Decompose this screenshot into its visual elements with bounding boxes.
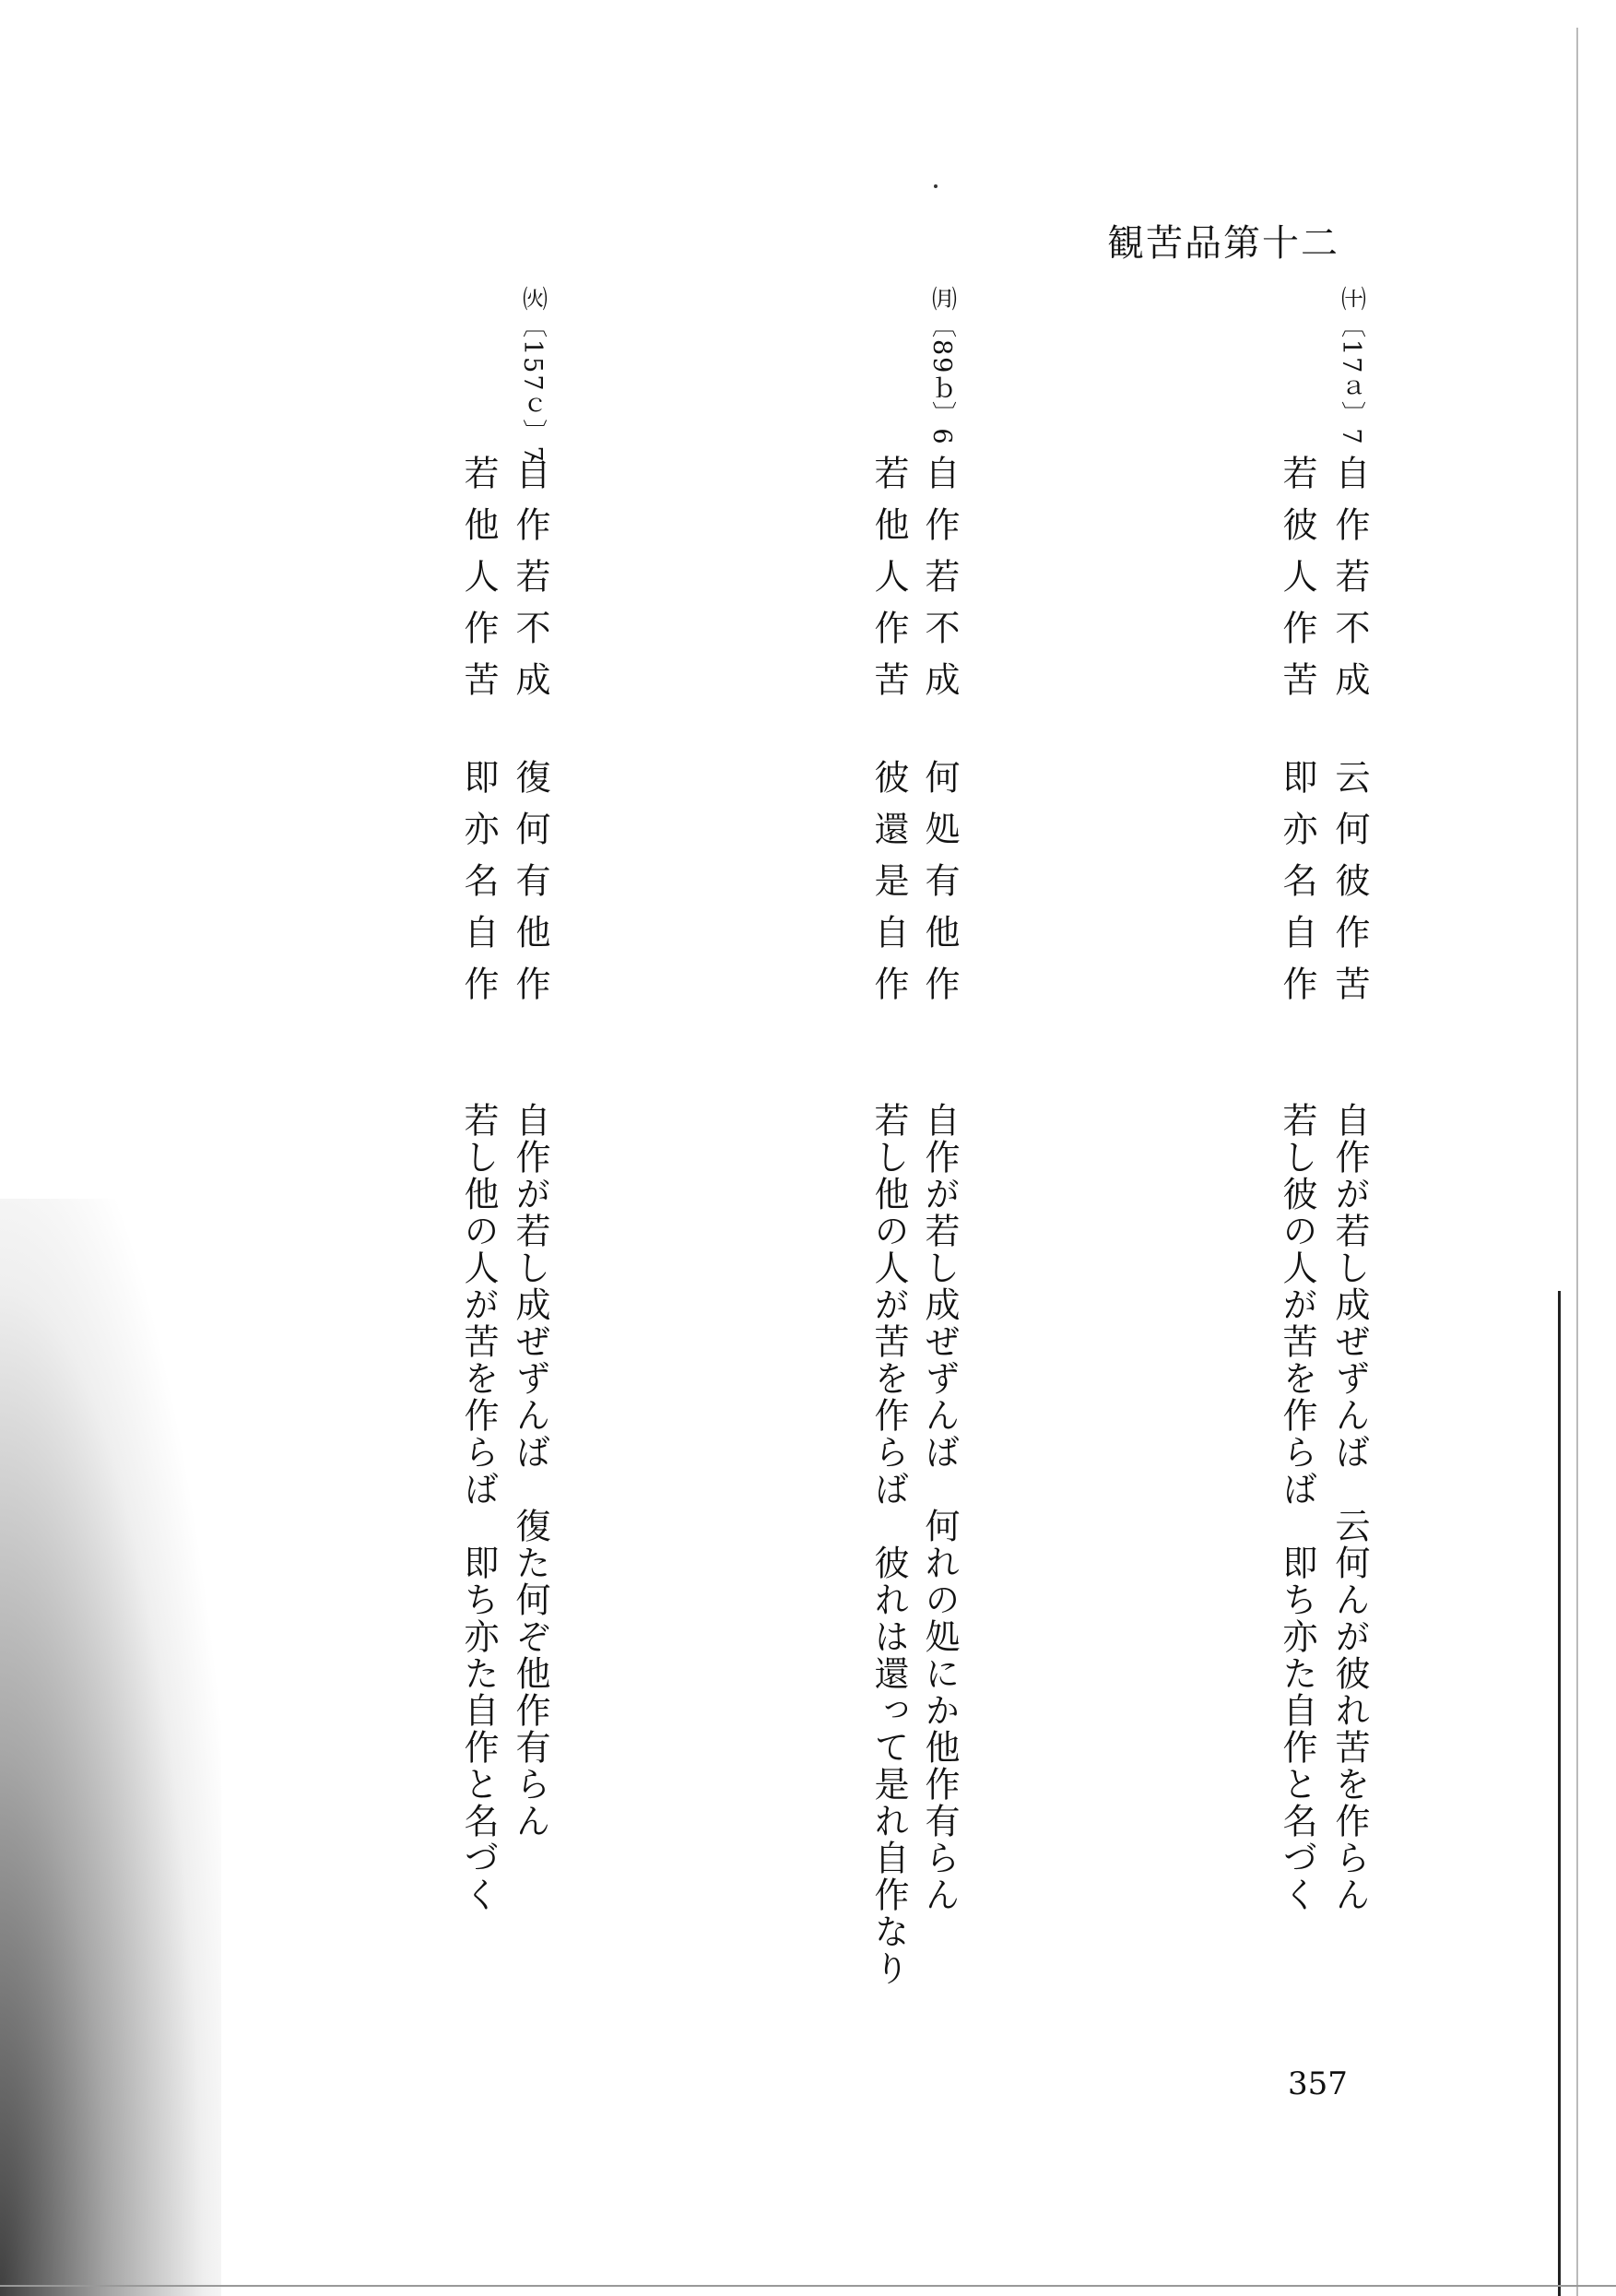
verse-translation: 自作が若し成ぜずんば 復た何ぞ他作有らん [510, 1102, 550, 1840]
verse-line: 即亦名自作 [458, 759, 499, 1017]
verse-line: 若他人作苦 [868, 455, 909, 713]
verse-line: 云何彼作苦 [1329, 759, 1370, 1017]
verse-line: 即亦名自作 [1277, 759, 1317, 1017]
verse-translation: 若し彼の人が苦を作らば 即ち亦た自作と名づく [1277, 1102, 1317, 1913]
verse-line: 自作若不成 [919, 455, 960, 713]
verse-reference: ㈪〔89ｂ〕6 [927, 286, 956, 446]
verse-line: 彼還是自作 [868, 759, 909, 1017]
bottom-edge-line [0, 2285, 1616, 2287]
verse-translation: 自作が若し成ぜずんば 云何んが彼れ苦を作らん [1329, 1102, 1370, 1913]
verse-line: 何処有他作 [919, 759, 960, 1017]
page-edge-line [1558, 1291, 1561, 2296]
verse-line: 若他人作苦 [458, 455, 499, 713]
verse-reference: ㈫〔157ｃ〕7 [518, 286, 547, 464]
verse-translation: 自作が若し成ぜずんば 何れの処にか他作有らん [919, 1102, 960, 1913]
page-number: 357 [1288, 2065, 1348, 2102]
scan-shadow [0, 1199, 221, 2296]
verse-line: 復何有他作 [510, 759, 550, 1017]
verse-reference: ㈩〔17ａ〕7 [1337, 286, 1365, 446]
verse-line: 若彼人作苦 [1277, 455, 1317, 713]
page-edge-line [1576, 28, 1578, 2296]
verse-translation: 若し他の人が苦を作らば 彼れは還って是れ自作なり [868, 1102, 909, 1987]
page-title: 観苦品第十二 [1107, 222, 1339, 265]
verse-line: 自作若不成 [510, 455, 550, 713]
speck [934, 184, 938, 188]
verse-line: 自作若不成 [1329, 455, 1370, 713]
verse-translation: 若し他の人が苦を作らば 即ち亦た自作と名づく [458, 1102, 499, 1913]
